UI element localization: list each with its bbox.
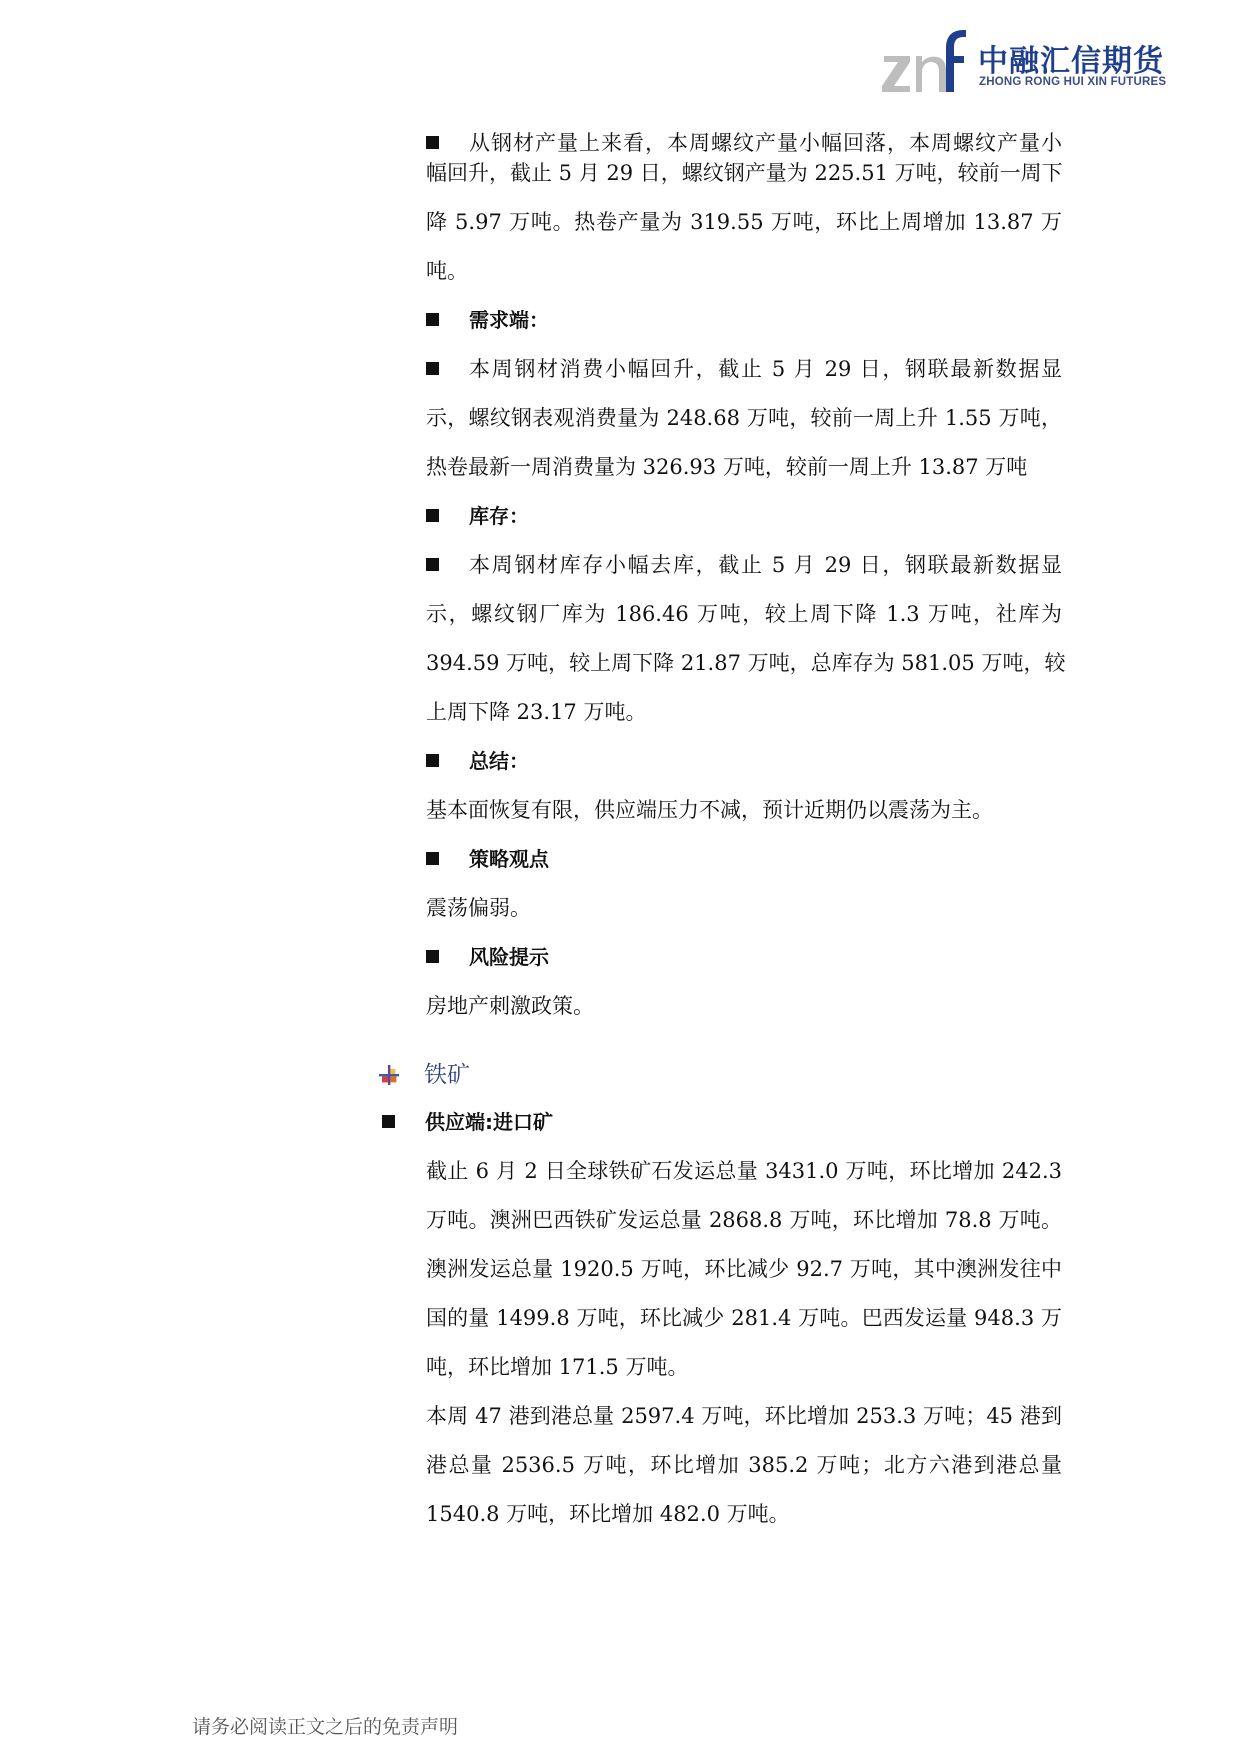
section-marker-icon bbox=[378, 1064, 400, 1086]
strategy-heading: 策略观点 bbox=[469, 847, 549, 871]
bullet-inventory bbox=[426, 550, 1062, 580]
bullet-inventory-heading bbox=[426, 501, 529, 531]
ore-shipment-line-1: 截止 6 月 2 日全球铁矿石发运总量 3431.0 万吨，环比增加 242.3 bbox=[426, 1159, 1062, 1183]
production-line-4: 吨。 bbox=[426, 259, 468, 283]
bullet-production bbox=[426, 128, 1062, 158]
bullet-demand-heading bbox=[426, 305, 549, 335]
bullet-strategy-heading bbox=[426, 844, 549, 874]
inventory-heading: 库存： bbox=[469, 504, 529, 528]
bullet-supply-heading bbox=[382, 1107, 553, 1137]
supply-heading: 供应端:进口矿 bbox=[425, 1110, 553, 1134]
bullet-square-icon bbox=[426, 313, 439, 326]
risk-text: 房地产刺激政策。 bbox=[426, 994, 594, 1018]
inventory-line-2: 示，螺纹钢厂库为 186.46 万吨，较上周下降 1.3 万吨，社库为 bbox=[426, 602, 1062, 626]
ore-shipment-line-2: 万吨。澳洲巴西铁矿发运总量 2868.8 万吨，环比增加 78.8 万吨。 bbox=[426, 1208, 1062, 1232]
summary-text: 基本面恢复有限，供应端压力不减，预计近期仍以震荡为主。 bbox=[426, 798, 993, 822]
production-line-2: 幅回升，截止 5 月 29 日，螺纹钢产量为 225.51 万吨，较前一周下 bbox=[426, 161, 1063, 185]
ore-shipment-line-5: 吨，环比增加 171.5 万吨。 bbox=[426, 1355, 689, 1379]
section-title-iron-ore: 铁矿 bbox=[424, 1062, 470, 1088]
bullet-square-icon bbox=[382, 1115, 395, 1128]
demand-line-1: 本周钢材消费小幅回升，截止 5 月 29 日，钢联最新数据显 bbox=[469, 357, 1062, 381]
ore-shipment-line-4: 国的量 1499.8 万吨，环比减少 281.4 万吨。巴西发运量 948.3 万 bbox=[426, 1306, 1062, 1330]
bullet-square-icon bbox=[426, 362, 439, 375]
ore-arrival-line-1: 本周 47 港到港总量 2597.4 万吨，环比增加 253.3 万吨；45 港到 bbox=[426, 1404, 1062, 1428]
demand-line-3: 热卷最新一周消费量为 326.93 万吨，较前一周上升 13.87 万吨 bbox=[426, 455, 1028, 479]
logo-english-name: ZHONG RONG HUI XIN FUTURES bbox=[979, 76, 1167, 88]
bullet-summary-heading bbox=[426, 746, 529, 776]
bullet-square-icon bbox=[426, 558, 439, 571]
inventory-line-3: 394.59 万吨，较上周下降 21.87 万吨，总库存为 581.05 万吨，较 bbox=[426, 651, 1066, 675]
footer-disclaimer: 请务必阅读正文之后的免责声明 bbox=[192, 1716, 459, 1738]
summary-heading: 总结： bbox=[469, 749, 529, 773]
demand-line-2: 示，螺纹钢表观消费量为 248.68 万吨，较前一周上升 1.55 万吨， bbox=[426, 406, 1062, 430]
bullet-square-icon bbox=[426, 852, 439, 865]
inventory-line-1: 本周钢材库存小幅去库，截止 5 月 29 日，钢联最新数据显 bbox=[469, 553, 1062, 577]
production-line-1: 从钢材产量上来看，本周螺纹产量小幅回落，本周螺纹产量小 bbox=[469, 131, 1062, 155]
logo-chinese-name: 中融汇信期货 bbox=[978, 44, 1164, 79]
production-line-3: 降 5.97 万吨。热卷产量为 319.55 万吨，环比上周增加 13.87 万 bbox=[426, 210, 1062, 234]
strategy-text: 震荡偏弱。 bbox=[426, 896, 531, 920]
inventory-line-4: 上周下降 23.17 万吨。 bbox=[426, 700, 647, 724]
bullet-risk-heading bbox=[426, 942, 549, 972]
bullet-square-icon bbox=[426, 509, 439, 522]
bullet-square-icon bbox=[426, 950, 439, 963]
ore-arrival-line-2: 港总量 2536.5 万吨，环比增加 385.2 万吨；北方六港到港总量 bbox=[426, 1453, 1062, 1477]
bullet-square-icon bbox=[426, 754, 439, 767]
ore-shipment-line-3: 澳洲发运总量 1920.5 万吨，环比减少 92.7 万吨，其中澳洲发往中 bbox=[426, 1257, 1062, 1281]
ore-arrival-line-3: 1540.8 万吨，环比增加 482.0 万吨。 bbox=[426, 1502, 790, 1526]
bullet-demand bbox=[426, 354, 1062, 384]
demand-heading: 需求端： bbox=[469, 308, 549, 332]
risk-heading: 风险提示 bbox=[469, 945, 549, 969]
bullet-square-icon bbox=[426, 136, 439, 149]
